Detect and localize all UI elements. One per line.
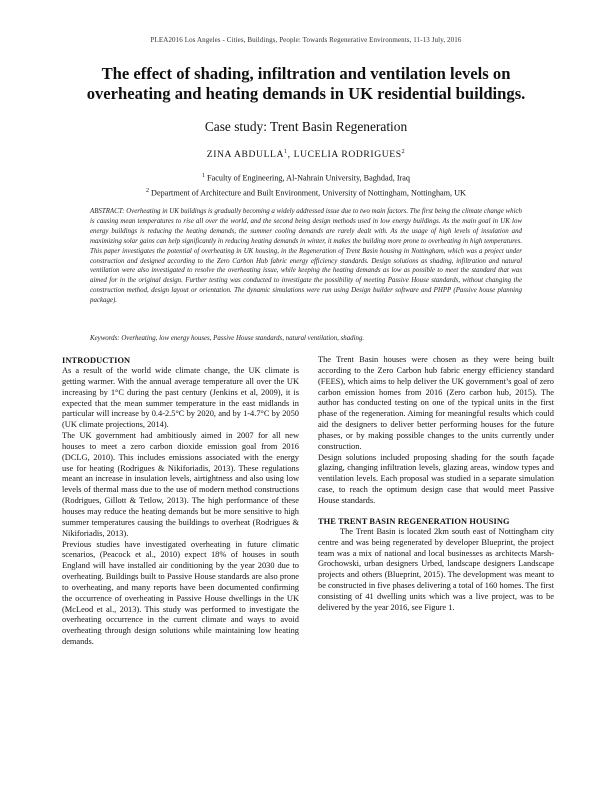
keywords: Keywords: Overheating, low energy houses, Passive House standards, natural ventilation, shading.: [90, 335, 365, 342]
author-affiliation-marker: 2: [401, 149, 406, 155]
paragraph: Previous studies have investigated overheating in future climatic scenarios, (Peacock et al., 2010) expect 18% of houses in south England will have installed air conditioning by the year 2030 due to overheating. Buildings built to Passive House standards are also prone to overheating, and many reports have been documented confirming the occurrence of overheating in Passive House dwellings in the UK (McLeod et al., 2013). This study was performed to investigate the overheating occurrence in the current climate and ways to avoid overheating through design solutions while maintaining low heating demands.: [62, 539, 299, 647]
abstract: ABSTRACT: Overheating in UK buildings is gradually becoming a widely addressed issue due to two main factors. The first being the climate change which is causing mean temperatures to rise all over the world, and the second being design methods used in low energy buildings. As the main goal in UK low energy buildings is reducing the heating demands, the summer cooling demands are rarely dealt with. As the usage of high levels of insulation and maximizing solar gains can help significantly in reducing heating demands in winter, it makes the building more prone to overheating in high temperatures. This paper investigates the potential of overheating in UK housing, in the Regeneration of Trent Basin housing in Nottingham, which was a project under construction and designed according to the Zero Carbon Hub fabric energy efficiency standards. Design solutions as shading, infiltration and natural ventilation were also investigated to resolve the overheating issue, while keeping the heating demands as low as possible to meet the standard that was aimed for in the original design. Further testing was conducted to investigate the possibility of meeting Passive House standards, without changing the construction method, design layout or orientation. The dynamic simulations were run using Design builder software and PHPP (Passive house planning package).: [90, 208, 522, 305]
paper-title: The effect of shading, infiltration and ventilation levels on overheating and heating demands in UK residential buildings.: [86, 64, 526, 103]
affiliation-marker: 1: [201, 173, 205, 179]
affiliation: [60, 170, 552, 185]
paragraph: As a result of the world wide climate change, the UK climate is getting warmer. With the annual average temperature all over the UK increasing by 1°C during the past century (Jenkins et al, 2009), it is expected that the mean summer temperature in the east midlands in particular will increase by 0.4-2.5°C by 2020, and by 1-4.7°C by 2050 (UK climate projections, 2014).: [62, 366, 299, 430]
section-heading: THE TRENT BASIN REGENERATION HOUSING: [318, 516, 510, 526]
author-affiliation-marker: 1: [284, 149, 288, 155]
author-separator: ,: [287, 149, 294, 161]
right-column: [318, 355, 554, 614]
paper-subtitle: Case study: Trent Basin Regeneration: [204, 119, 408, 134]
section-heading: INTRODUCTION: [62, 356, 131, 365]
running-header: PLEA2016 Los Angeles - Cities, Buildings, People: Towards Regenerative Environments, 11-13 July, 2016: [150, 36, 462, 44]
author-list: [60, 149, 552, 160]
paragraph: Design solutions included proposing shading for the south façade glazing, changing infiltration levels, glazing areas, window types and ventilation levels. Each proposal was studied in a separate simulation case, to reach the optimum design case that would meet Passive House standards.: [318, 452, 554, 505]
author-name: LUCELIA RODRIGUES: [293, 149, 402, 161]
author-name: ZINA ABDULLA: [206, 149, 285, 161]
affiliation-text: Faculty of Engineering, Al-Nahrain University, Baghdad, Iraq: [207, 173, 410, 183]
left-column: [62, 355, 299, 648]
paragraph: The Trent Basin is located 2km south east of Nottingham city centre and was being regenerated by developer Blueprint, the project team was a mix of national and local businesses as architects Marsh-Grochowski, urban designers Urbed, landscape designers Landscape projects and others (Blueprint, 2015). The development was meant to be constructed in five phases delivering a total of 160 homes. The first consisting of 41 dwelling units which was a live project, was to be delivered by the year 2016, see Figure 1.: [318, 526, 554, 612]
affiliation: [60, 185, 552, 200]
affiliation-list: [60, 170, 552, 199]
affiliation-marker: 2: [146, 187, 149, 194]
spacer: [318, 507, 554, 516]
paragraph: The UK government had ambitiously aimed in 2007 for all new houses to meet a zero carbon dioxide emission goal from 2016 (DCLG, 2010). This includes emissions associated with the energy use for heating (Rodrigues & Nikiforiadis, 2013). These regulations meant an increase in insulation levels, airtightness and also using low levels of thermal mass due to the use of modern method constructions (Rodrigues, Gillott & Tetlow, 2013). The high performance of these houses may reduce the heating demands but be more sensitive to high summer temperatures causing the buildings to overheat (Rodrigues & Nikiforiadis, 2013).: [62, 431, 299, 538]
paragraph: The Trent Basin houses were chosen as they were being built according to the Zero Carbon hub fabric energy efficiency standard (FEES), which aims to help deliver the UK government’s goal of zero carbon emission homes from 2016 (Zero carbon hub, 2015). The author has conducted testing on one of the typical units in the first phase of the regeneration. Aiming for meaningful results which could aid the designers to deliver better performing houses for the future phases, or by making possible changes to the units currently under construction.: [318, 355, 554, 451]
affiliation-text: Department of Architecture and Built Environment, University of Nottingham, Nottingham, UK: [151, 188, 466, 198]
